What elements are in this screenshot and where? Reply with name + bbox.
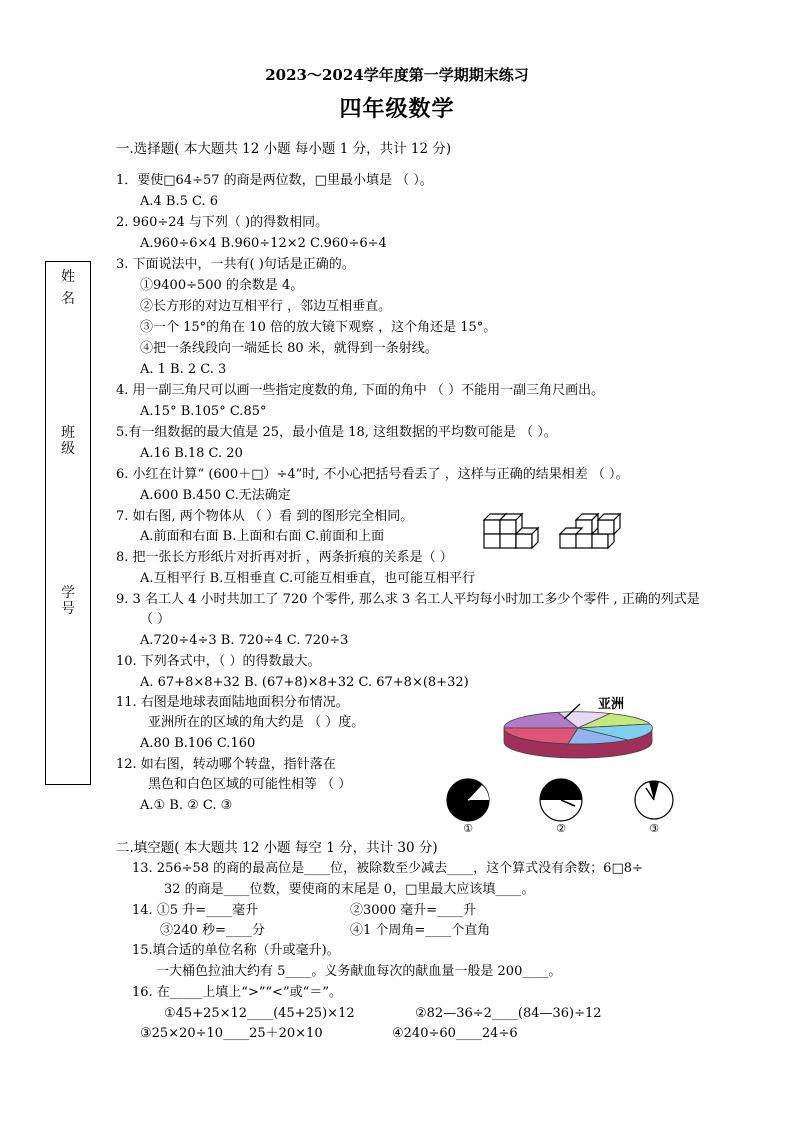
question-16-item-1: ①45+25×12____(45+25)×12 <box>164 1006 355 1021</box>
spinner-2-label: ② <box>556 822 566 835</box>
id-label-2: 号 <box>61 601 75 617</box>
question-5-options: A.16 B.18 C. 20 <box>140 446 243 461</box>
spinner-3 <box>635 781 673 835</box>
land-area-pie-chart <box>498 692 658 764</box>
question-10-options: A. 67+8×8+32 B. (67+8)×8+32 C. 67+8×(8+32) <box>140 675 469 690</box>
question-6-options: A.600 B.450 C.无法确定 <box>140 488 291 503</box>
section2-heading: 二.填空题( 本大题共 12 小题 每空 1 分，共计 30 分) <box>116 840 438 856</box>
spinners-figure <box>440 774 680 838</box>
question-8-options: A.互相平行 B.互相垂直 C.可能互相垂直，也可能互相平行 <box>140 571 476 586</box>
question-9-options: A.720÷4÷3 B. 720÷4 C. 720÷3 <box>140 633 349 648</box>
class-label-2: 级 <box>61 441 75 457</box>
question-9-bracket: （ ） <box>140 612 171 627</box>
question-5: 5.有一组数据的最大值是 25，最小值是 18, 这组数据的平均数可能是 （ ）。 <box>116 425 557 440</box>
question-3-item-4: ④把一条线段向一端延长 80 米，就得到一条射线。 <box>140 341 438 356</box>
question-16-item-2: ②82—36÷2____(84—36)÷12 <box>415 1006 602 1021</box>
spinner-1 <box>447 779 489 835</box>
question-7-options: A.前面和右面 B.上面和右面 C.前面和上面 <box>140 529 385 544</box>
spinner-1-label: ① <box>463 822 473 835</box>
question-3-item-3: ③一个 15°的角在 10 倍的放大镜下观察 ，这个角还是 15°。 <box>140 320 497 335</box>
question-7: 7. 如右图, 两个物体从 （ ）看 到的图形完全相同。 <box>116 509 414 524</box>
question-6: 6. 小红在计算“ (600＋□）÷4”时, 不小心把括号看丢了 ，这样与正确的结果相差 （ ）。 <box>116 467 629 482</box>
student-info-box <box>45 261 91 785</box>
question-11: 11. 右图是地球表面陆地面积分布情况。 <box>116 695 349 710</box>
question-16: 16. 在_____上填上“>”“<”或“＝”。 <box>132 985 342 1000</box>
question-14-item-2: ②3000 毫升=____升 <box>350 903 477 918</box>
cube-group-left <box>484 514 538 548</box>
question-15: 15.填合适的单位名称（升或毫升)。 <box>132 943 340 958</box>
question-10: 10. 下列各式中，（ ）的得数最大。 <box>116 654 321 669</box>
question-13-line-2: 32 的商是____位数，要使商的末尾是 0，□里最大应该填____。 <box>164 882 535 897</box>
spinner-3-label: ③ <box>649 822 659 835</box>
question-16-item-3: ③25×20÷10____25＋20×10 <box>140 1026 323 1041</box>
question-2-options: A.960÷6×4 B.960÷12×2 C.960÷6÷4 <box>140 236 387 251</box>
question-9: 9. 3 名工人 4 小时共加工了 720 个零件, 那么求 3 名工人平均每小时加工多少个零件 , 正确的列式是 <box>116 592 700 607</box>
question-14-item-1: 14. ①5 升=____毫升 <box>132 903 259 918</box>
spinner-2 <box>540 779 582 835</box>
question-11-options: A.80 B.106 C.160 <box>140 736 256 751</box>
question-4-options: A.15° B.105° C.85° <box>140 404 267 419</box>
question-3-options: A. 1 B. 2 C. 3 <box>140 362 227 377</box>
section1-heading: 一.选择题( 本大题共 12 小题 每小题 1 分，共计 12 分) <box>116 141 452 157</box>
class-label-1: 班 <box>61 425 75 441</box>
question-4: 4. 用一副三角尺可以画一些指定度数的角, 下面的角中 （ ）不能用一副三角尺画出。 <box>116 383 605 398</box>
name-label-2: 名 <box>61 291 75 307</box>
question-2: 2. 960÷24 与下列（ )的得数相同。 <box>116 215 329 230</box>
name-label-1: 姓 <box>61 269 75 285</box>
question-8: 8. 把一张长方形纸片对折再对折 ，两条折痕的关系是（ ） <box>116 550 453 565</box>
question-12-line-2: 黑色和白色区域的可能性相等 （ ） <box>148 777 352 792</box>
question-3: 3. 下面说法中，一共有( )句话是正确的。 <box>116 257 355 272</box>
question-1: 1．要使□64÷57 的商是两位数，□里最小填是 （ ）。 <box>116 173 433 188</box>
question-11-line-2: 亚洲所在的区域的角大约是 （ ）度。 <box>148 715 365 730</box>
exam-subject: 四年级数学 <box>339 96 455 122</box>
cubes-figure <box>480 508 650 554</box>
asia-label: 亚洲 <box>598 697 625 712</box>
question-3-item-2: ②长方形的对边互相平行 ，邻边互相垂直。 <box>140 299 392 314</box>
exam-title: 2023～2024学年度第一学期期末练习 <box>265 66 529 84</box>
id-label-1: 学 <box>61 585 75 601</box>
question-12-options: A.① B. ② C. ③ <box>140 798 233 813</box>
question-1-options: A.4 B.5 C. 6 <box>140 194 219 209</box>
question-13-line-1: 13. 256÷58 的商的最高位是____位，被除数至少减去____，这个算式没有余数；6□8÷ <box>132 861 643 876</box>
question-3-item-1: ①9400÷500 的余数是 4。 <box>140 278 304 293</box>
question-14-item-4: ④1 个周角=____个直角 <box>350 923 491 938</box>
question-15-line-2: 一大桶色拉油大约有 5____。义务献血每次的献血量一般是 200____。 <box>156 964 562 979</box>
question-16-item-4: ④240÷60____24÷6 <box>392 1026 518 1041</box>
question-14-item-3: ③240 秒=____分 <box>160 923 265 938</box>
question-12: 12. 如右图，转动哪个转盘，指针落在 <box>116 757 336 772</box>
cube-group-right <box>560 514 620 548</box>
